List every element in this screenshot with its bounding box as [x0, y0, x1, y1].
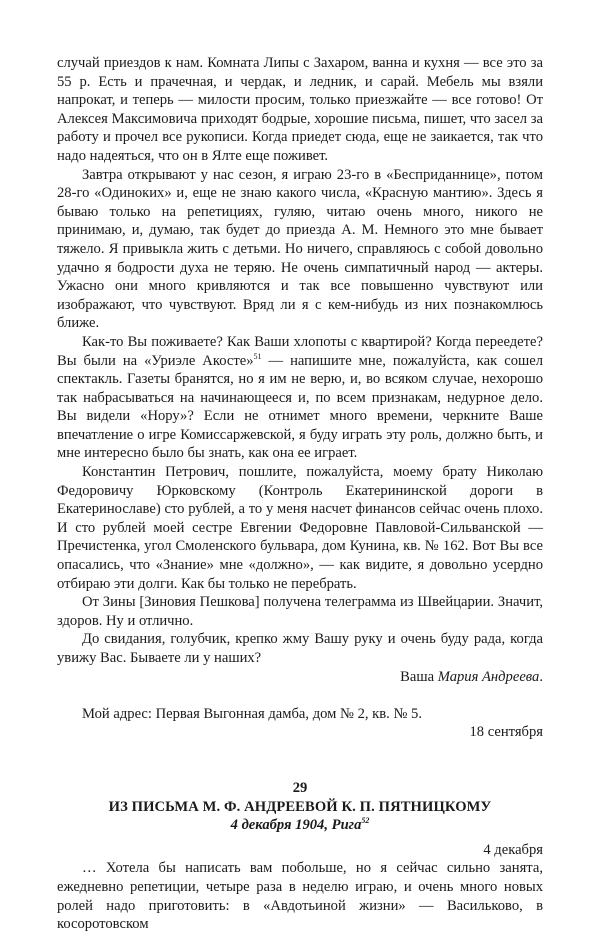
- paragraph-1: случай приездов к нам. Комната Липы с Захаром, ванна и кухня — все это за 55 р. Есть и прачечная, и чердак, и ледник, и сарай. Мебель мы взяли напрокат, и теперь — милости просим, только приезжайте — все готово! От Алексея Максимовича приходят бодрые, хорошие письма, пишет, что засел за работу и прочел все рукописи. Когда приедет сюда, еще не заикается, так что надо надеяться, что он в Ялте еще поживет.: [57, 55, 543, 164]
- paragraph-6: До свидания, голубчик, крепко жму Вашу руку и очень буду рада, когда увижу Вас. Бываете ли у наших?: [57, 631, 543, 666]
- signature-suffix: .: [539, 668, 543, 685]
- signature-prefix: Ваша: [400, 668, 438, 685]
- spacer: [57, 686, 543, 705]
- paragraph-2: Завтра открывают у нас сезон, я играю 23-го в «Бесприданнице», потом 28-го «Одиноких» и, еще не знаю какого числа, «Красную мантию». Здесь я бываю только на репетициях, гуляю, читаю очень много, никого не принимаю, и, думаю, так будет до приезда А. М. Немного это мне бывает тяжело. Я привыкла жить с детьми. Но ничего, справляюсь с собой довольно удачно я бодрости духа не теряю. Не очень симпатичный народ — актеры. Ужасно они много кривляются и так все повышенно чувствуют или изображают, что чувствуют. Вряд ли я с кем-нибудь из них познакомлюсь ближе.: [57, 166, 543, 332]
- paragraph-3-text-a: Как-то Вы поживаете? Как Ваши хлопоты с квартирой? Когда переедете? Вы были на «Уриэле Акосте»: [57, 333, 543, 369]
- letter-number: 29: [292, 779, 308, 796]
- letter-subtitle: [57, 816, 543, 835]
- letter-date: 18 сентября: [469, 724, 543, 741]
- paragraph-5: От Зины [Зиновия Пешкова] получена телеграмма из Швейцарии. Значит, здоров. Ну и отлично.: [57, 594, 543, 629]
- next-letter-body: … Хотела бы написать вам побольше, но я сейчас сильно занята, ежедневно репетиции, четыре раза в неделю играю, и очень много новых ролей надо приготовить: в «Авдотьиной жизни» — Васильково, в косоротовском: [57, 860, 543, 933]
- document-page: [57, 54, 543, 934]
- signature: [57, 668, 543, 687]
- paragraph-4: Константин Петрович, пошлите, пожалуйста, моему брату Николаю Федоровичу Юрковскому (Контроль Екатерининской дороги в Екатеринославе) сто рублей, а то у меня насчет финансов сейчас очень плохо. И сто рублей моей сестре Евгении Федоровне Павловой-Сильванской — Пречистенка, угол Смоленского бульвара, дом Кунина, кв. № 162. Вот Вы все опасались, что «Знание» мне «должно», — как видите, я довольно усердно отбираю эти долги. Как бы только не перебрать.: [57, 464, 543, 592]
- paragraph-3-text-b: — напишите мне, пожалуйста, как сошел спектакль. Газеты бранятся, но я им не верю, и, во всяком случае, нехорошо так набрасываться на начинающееся и, по всем признакам, недурное дело. Вы видели «Нору»? Если не отнимет много времени, черкните Ваше впечатление о игре Комиссаржевской, я буду играть эту роль, должно быть, и мне интересно было бы знать, как она ее играет.: [57, 352, 543, 462]
- next-letter-date: 4 декабря: [483, 841, 543, 858]
- signature-name: Мария Андреева: [437, 668, 540, 685]
- paragraph-3: [57, 333, 543, 463]
- footnote-ref-51[interactable]: 51: [253, 351, 262, 361]
- letter-subtitle-text: 4 декабря 1904, Рига: [230, 817, 362, 834]
- address: Мой адрес: Первая Выгонная дамба, дом № 2, кв. № 5.: [82, 705, 422, 722]
- footnote-ref-52[interactable]: 52: [361, 816, 370, 826]
- spacer: [57, 742, 543, 779]
- letter-title: ИЗ ПИСЬМА М. Ф. АНДРЕЕВОЙ К. П. ПЯТНИЦКОМУ: [108, 798, 492, 815]
